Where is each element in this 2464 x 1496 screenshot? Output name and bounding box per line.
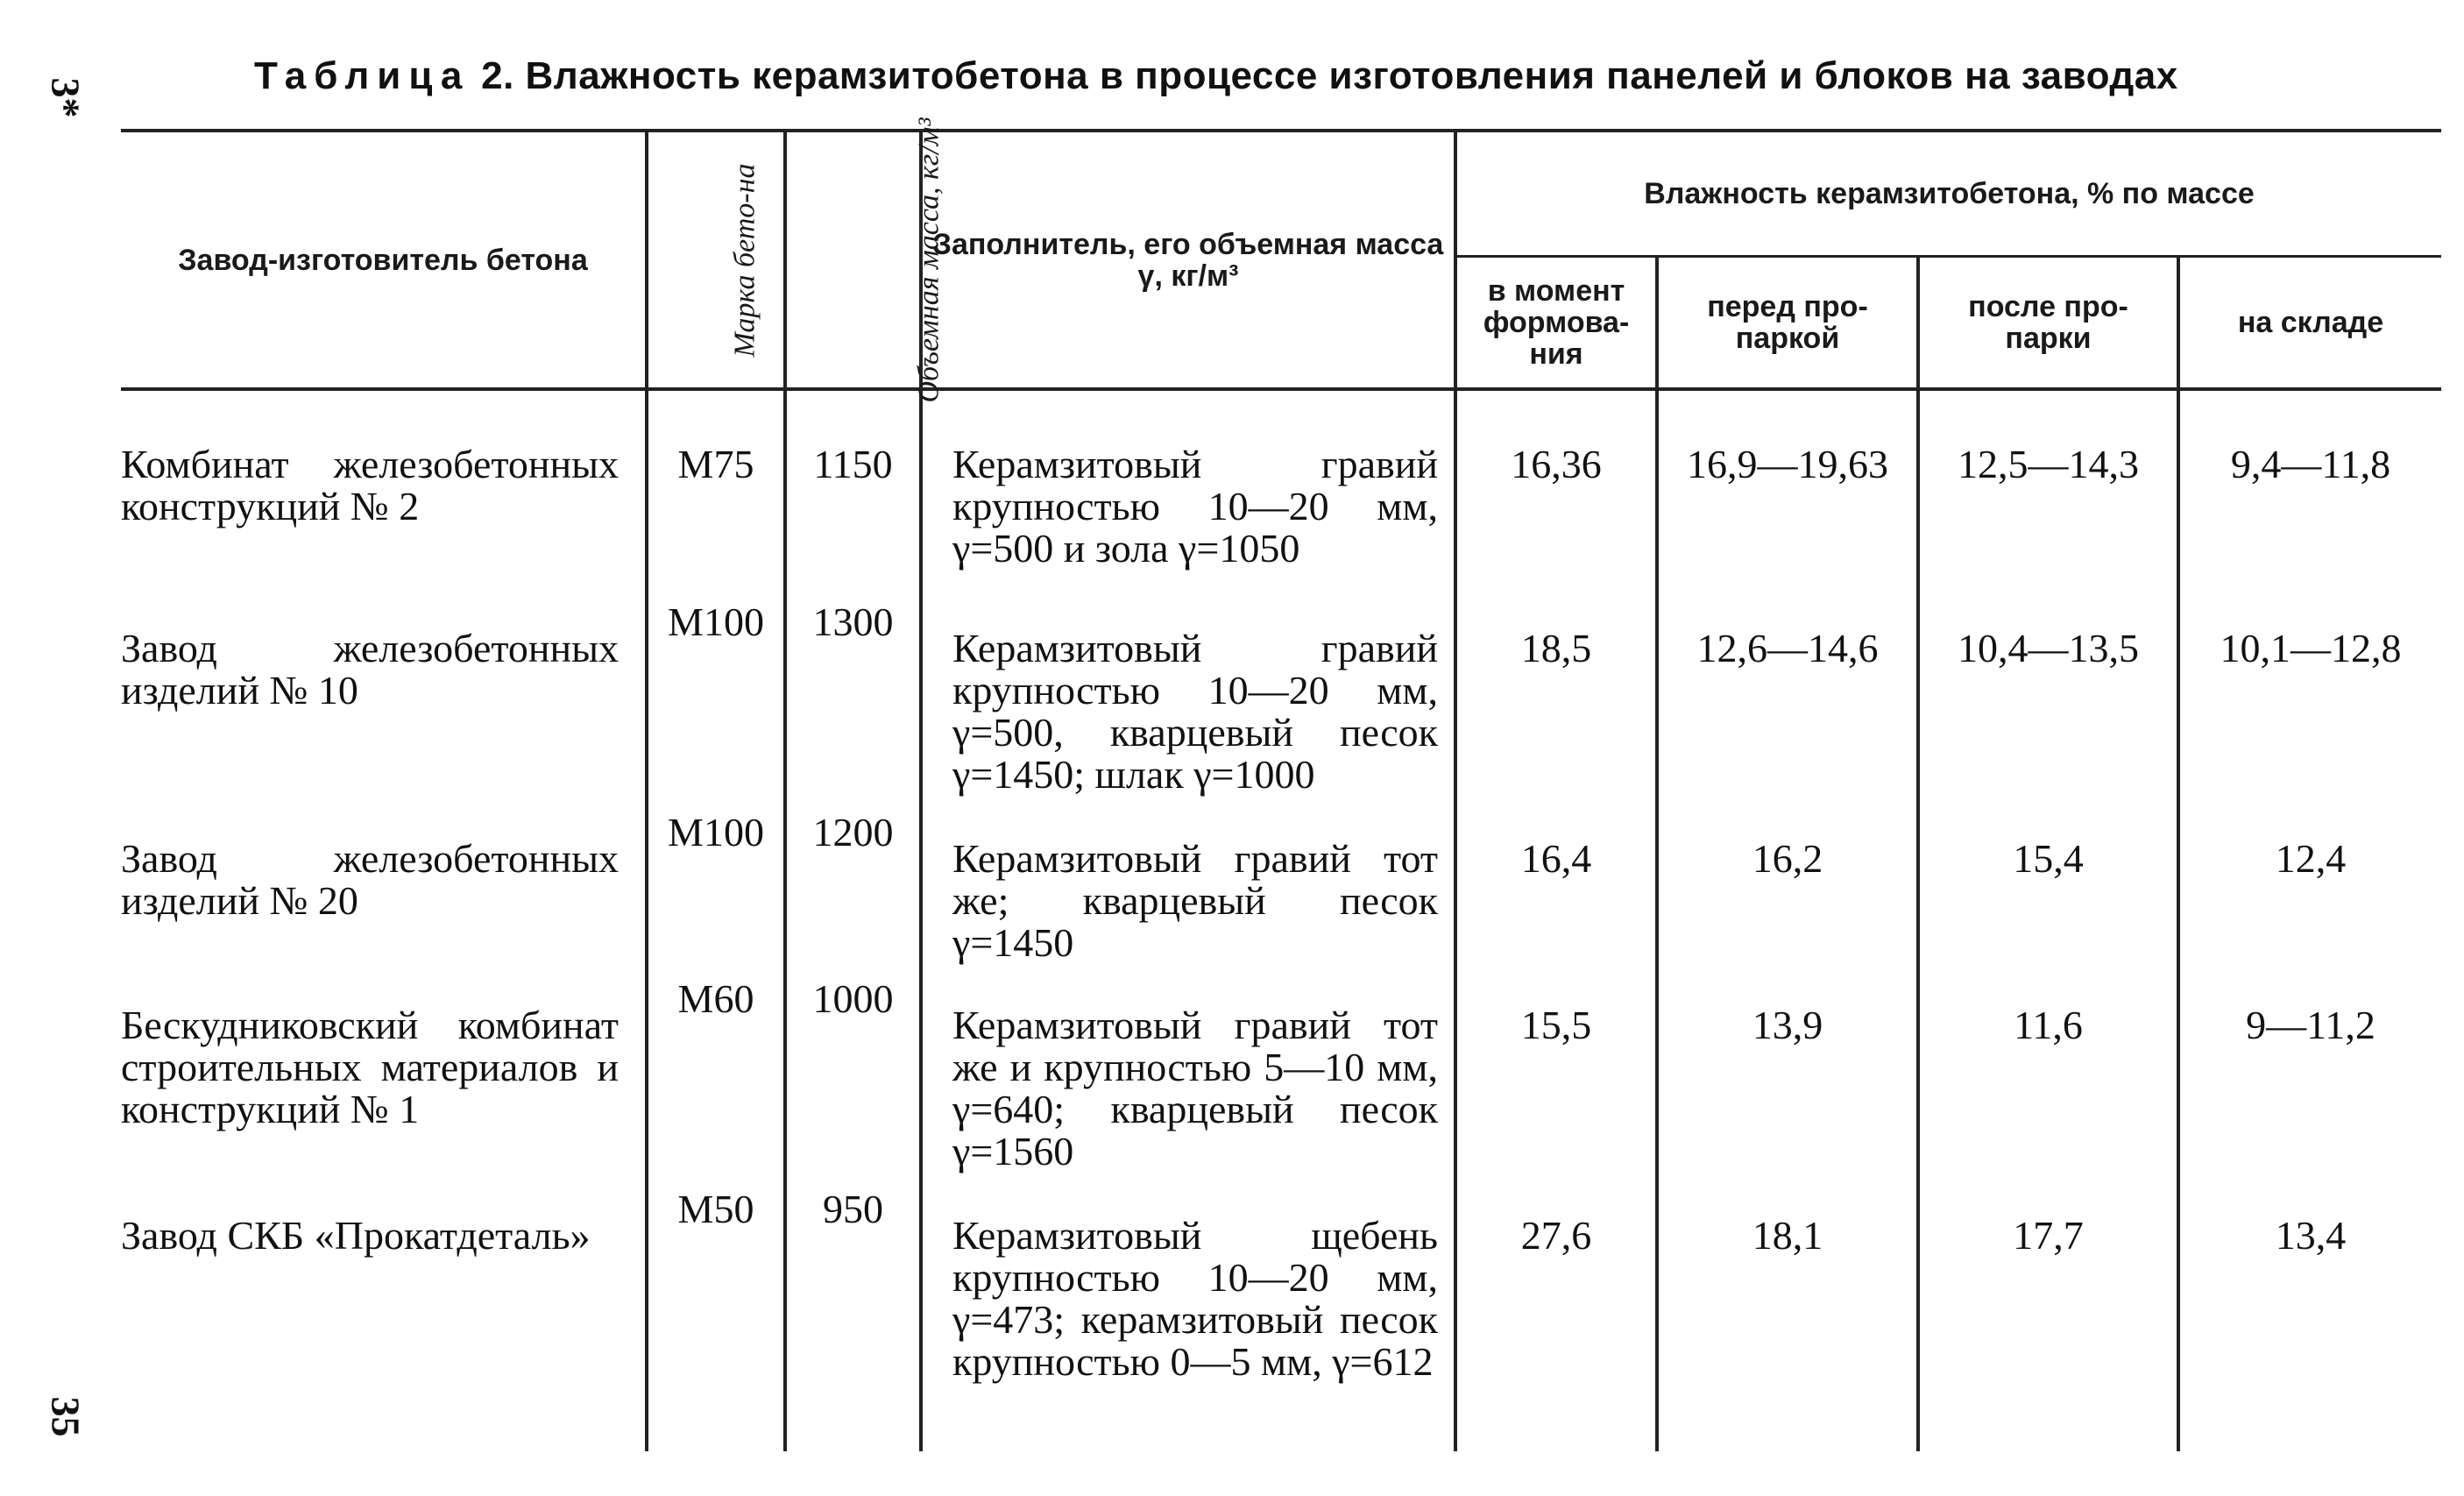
cell-brand: М100 — [647, 601, 785, 812]
cell-brand: М60 — [647, 978, 785, 1188]
cell-moisture-before: 16,2 — [1657, 812, 1918, 978]
cell-density: 1150 — [785, 389, 921, 601]
header-moisture-after-steaming: после про-парки — [1918, 257, 2178, 390]
table-row — [121, 1188, 2441, 1451]
cell-moisture-forming: 16,36 — [1455, 389, 1657, 601]
title-text: 2. Влажность керамзитобетона в процессе изготовления панелей и блоков на заводах — [470, 54, 2178, 97]
cell-density: 1300 — [785, 601, 921, 812]
cell-moisture-after: 10,4—13,5 — [1918, 601, 2178, 812]
header-filler: Заполнитель, его объемная масса γ, кг/м³ — [921, 131, 1455, 389]
cell-filler: Керамзитовый щебень крупностью 10—20 мм, γ=473; керамзитовый песок крупностью 0—5 мм, γ=612 — [921, 1188, 1455, 1451]
cell-density: 1000 — [785, 978, 921, 1188]
cell-moisture-storage: 12,4 — [2178, 812, 2441, 978]
table-row — [121, 601, 2441, 812]
header-moisture-forming: в момент формова-ния — [1455, 257, 1657, 390]
table-row — [121, 978, 2441, 1188]
cell-plant: Завод железобетонных изделий № 20 — [121, 836, 619, 923]
cell-moisture-forming: 16,4 — [1455, 812, 1657, 978]
cell-moisture-after: 15,4 — [1918, 812, 2178, 978]
cell-filler: Керамзитовый гравий крупностью 10—20 мм, γ=500 и зола γ=1050 — [921, 389, 1455, 601]
header-density-text: Объемная масса, кг/м³ — [912, 117, 945, 403]
cell-moisture-storage: 13,4 — [2178, 1188, 2441, 1451]
cell-moisture-storage: 9,4—11,8 — [2178, 389, 2441, 601]
cell-moisture-after: 12,5—14,3 — [1918, 389, 2178, 601]
cell-density: 950 — [785, 1188, 921, 1451]
header-plant: Завод-изготовитель бетона — [121, 131, 647, 389]
cell-plant: Завод СКБ «Прокатдеталь» — [121, 1213, 591, 1258]
cell-filler: Керамзитовый гравий крупностью 10—20 мм, γ=500, кварцевый песок γ=1450; шлак γ=1000 — [921, 601, 1455, 812]
table-title — [254, 54, 2392, 98]
header-moisture-storage: на складе — [2178, 257, 2441, 390]
cell-plant: Комбинат железобетонных конструкций № 2 — [121, 442, 619, 528]
cell-brand: М100 — [647, 812, 785, 978]
corner-mark: 3* — [43, 77, 89, 118]
moisture-table — [121, 117, 2441, 1451]
cell-moisture-storage: 9—11,2 — [2178, 978, 2441, 1188]
cell-moisture-forming: 15,5 — [1455, 978, 1657, 1188]
cell-density: 1200 — [785, 812, 921, 978]
title-lead: Таблица — [254, 54, 471, 97]
cell-moisture-forming: 27,6 — [1455, 1188, 1657, 1451]
cell-filler: Керамзитовый гравий тот же; кварцевый песок γ=1450 — [921, 812, 1455, 978]
header-moisture-before-steaming: перед про-паркой — [1657, 257, 1918, 390]
cell-plant: Бескудниковский комбинат строительных материалов и конструкций № 1 — [121, 1003, 619, 1131]
cell-moisture-before: 13,9 — [1657, 978, 1918, 1188]
cell-brand: М75 — [647, 389, 785, 601]
table-row — [121, 389, 2441, 601]
header-brand — [647, 131, 785, 389]
cell-moisture-after: 17,7 — [1918, 1188, 2178, 1451]
cell-filler: Керамзитовый гравий тот же и крупностью 5—10 мм, γ=640; кварцевый песок γ=1560 — [921, 978, 1455, 1188]
cell-moisture-storage: 10,1—12,8 — [2178, 601, 2441, 812]
cell-moisture-before: 12,6—14,6 — [1657, 601, 1918, 812]
page-number: 35 — [43, 1396, 89, 1437]
cell-moisture-before: 16,9—19,63 — [1657, 389, 1918, 601]
header-density — [785, 117, 945, 403]
table-row — [121, 812, 2441, 978]
cell-brand: М50 — [647, 1188, 785, 1451]
header-brand-text: Марка бето-на — [728, 163, 761, 358]
cell-plant: Завод железобетонных изделий № 10 — [121, 626, 619, 713]
header-moisture-group: Влажность керамзитобетона, % по массе — [1455, 131, 2441, 257]
cell-moisture-forming: 18,5 — [1455, 601, 1657, 812]
cell-moisture-before: 18,1 — [1657, 1188, 1918, 1451]
cell-moisture-after: 11,6 — [1918, 978, 2178, 1188]
